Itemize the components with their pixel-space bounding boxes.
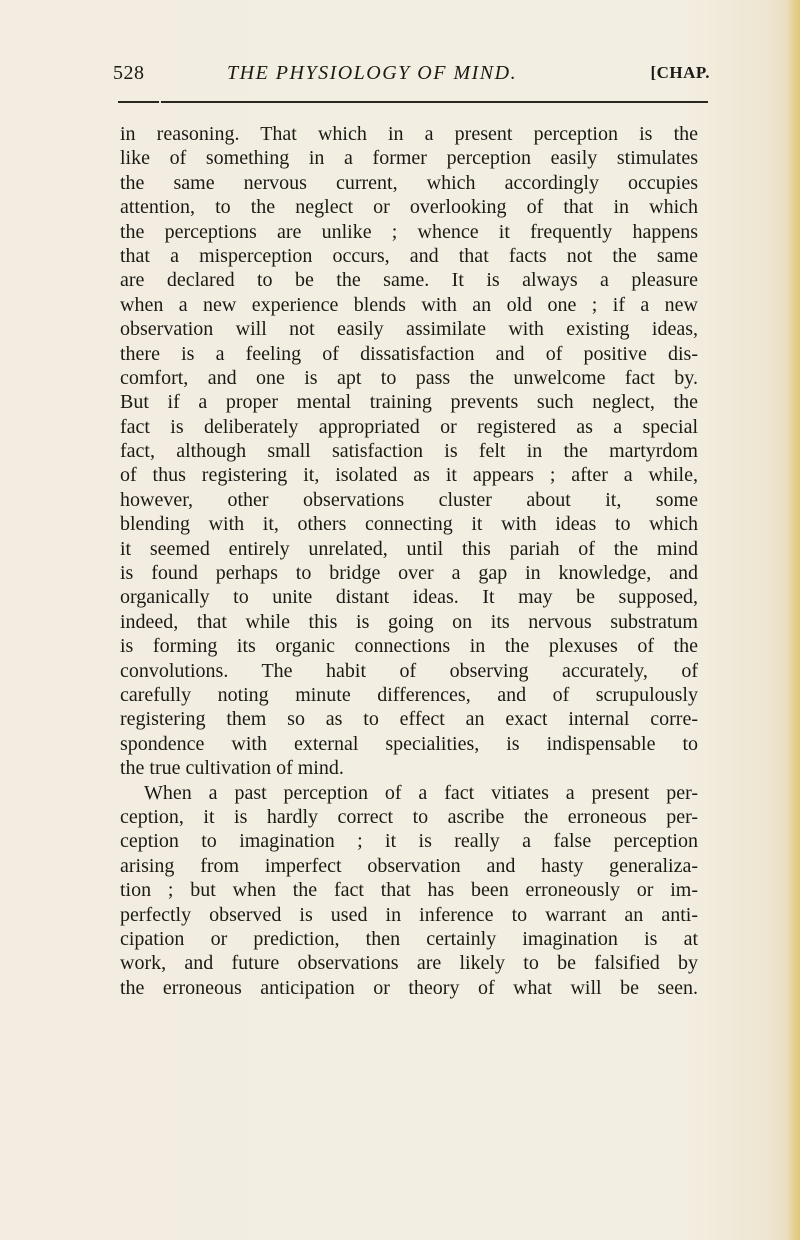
text-line: fact, although small satisfaction is felt in the martyrdom [120, 440, 698, 463]
paragraph-2 [120, 781, 698, 1001]
text-line: tion ; but when the fact that has been erroneously or im- [120, 879, 698, 902]
body-text [120, 122, 698, 1000]
text-line: When a past perception of a fact vitiates a present per- [144, 781, 698, 804]
text-line: blending with it, others connecting it with ideas to which [120, 513, 698, 536]
text-line: of thus registering it, isolated as it appears ; after a while, [120, 464, 698, 487]
text-line: that a misperception occurs, and that facts not the same [120, 244, 698, 267]
text-line: arising from imperfect observation and hasty generaliza- [120, 854, 698, 877]
page-number: 528 [113, 62, 145, 84]
text-line: work, and future observations are likely to be falsified by [120, 952, 698, 975]
text-line: there is a feeling of dissatisfaction and of positive dis- [120, 342, 698, 365]
text-line: organically to unite distant ideas. It may be supposed, [120, 586, 698, 609]
text-line: convolutions. The habit of observing accurately, of [120, 659, 698, 682]
text-line: in reasoning. That which in a present perception is the [120, 123, 698, 145]
text-line: But if a proper mental training prevents such neglect, the [120, 391, 698, 414]
text-line: however, other observations cluster about it, some [120, 488, 698, 511]
text-line: is forming its organic connections in the plexuses of the [120, 635, 698, 658]
text-line: ception to imagination ; it is really a false perception [120, 830, 698, 853]
text-line: it seemed entirely unrelated, until this pariah of the mind [120, 537, 698, 560]
text-line: observation will not easily assimilate with existing ideas, [120, 318, 698, 341]
text-line: perfectly observed is used in inference to warrant an anti- [120, 903, 698, 926]
text-line: the true cultivation of mind. [120, 757, 344, 780]
header-rule [118, 101, 708, 103]
text-line: registering them so as to effect an exact internal corre- [120, 708, 698, 731]
text-line: the same nervous current, which accordingly occupies [120, 171, 698, 194]
paragraph-1 [120, 122, 698, 781]
header-rule-gap [159, 100, 161, 104]
text-line: like of something in a former perception easily stimulates [120, 147, 698, 170]
chapter-mark: [CHAP. [650, 63, 710, 82]
text-line: ception, it is hardly correct to ascribe the erroneous per- [120, 805, 698, 828]
text-line: when a new experience blends with an old one ; if a new [120, 293, 698, 316]
page-edge-stain [786, 0, 800, 1240]
text-line: cipation or prediction, then certainly imagination is at [120, 927, 698, 950]
text-line: the perceptions are unlike ; whence it frequently happens [120, 220, 698, 243]
text-line: spondence with external specialities, is indispensable to [120, 732, 698, 755]
running-title: THE PHYSIOLOGY OF MIND. [227, 62, 518, 84]
text-line: fact is deliberately appropriated or registered as a special [120, 415, 698, 438]
text-line: carefully noting minute differences, and of scrupulously [120, 683, 698, 706]
text-line: indeed, that while this is going on its nervous substratum [120, 610, 698, 633]
running-header [113, 62, 710, 90]
text-line: comfort, and one is apt to pass the unwelcome fact by. [120, 366, 698, 389]
text-line: are declared to be the same. It is always a pleasure [120, 269, 698, 292]
text-line: the erroneous anticipation or theory of what will be seen. [120, 976, 698, 999]
text-line: attention, to the neglect or overlooking of that in which [120, 196, 698, 219]
text-line: is found perhaps to bridge over a gap in knowledge, and [120, 562, 698, 585]
